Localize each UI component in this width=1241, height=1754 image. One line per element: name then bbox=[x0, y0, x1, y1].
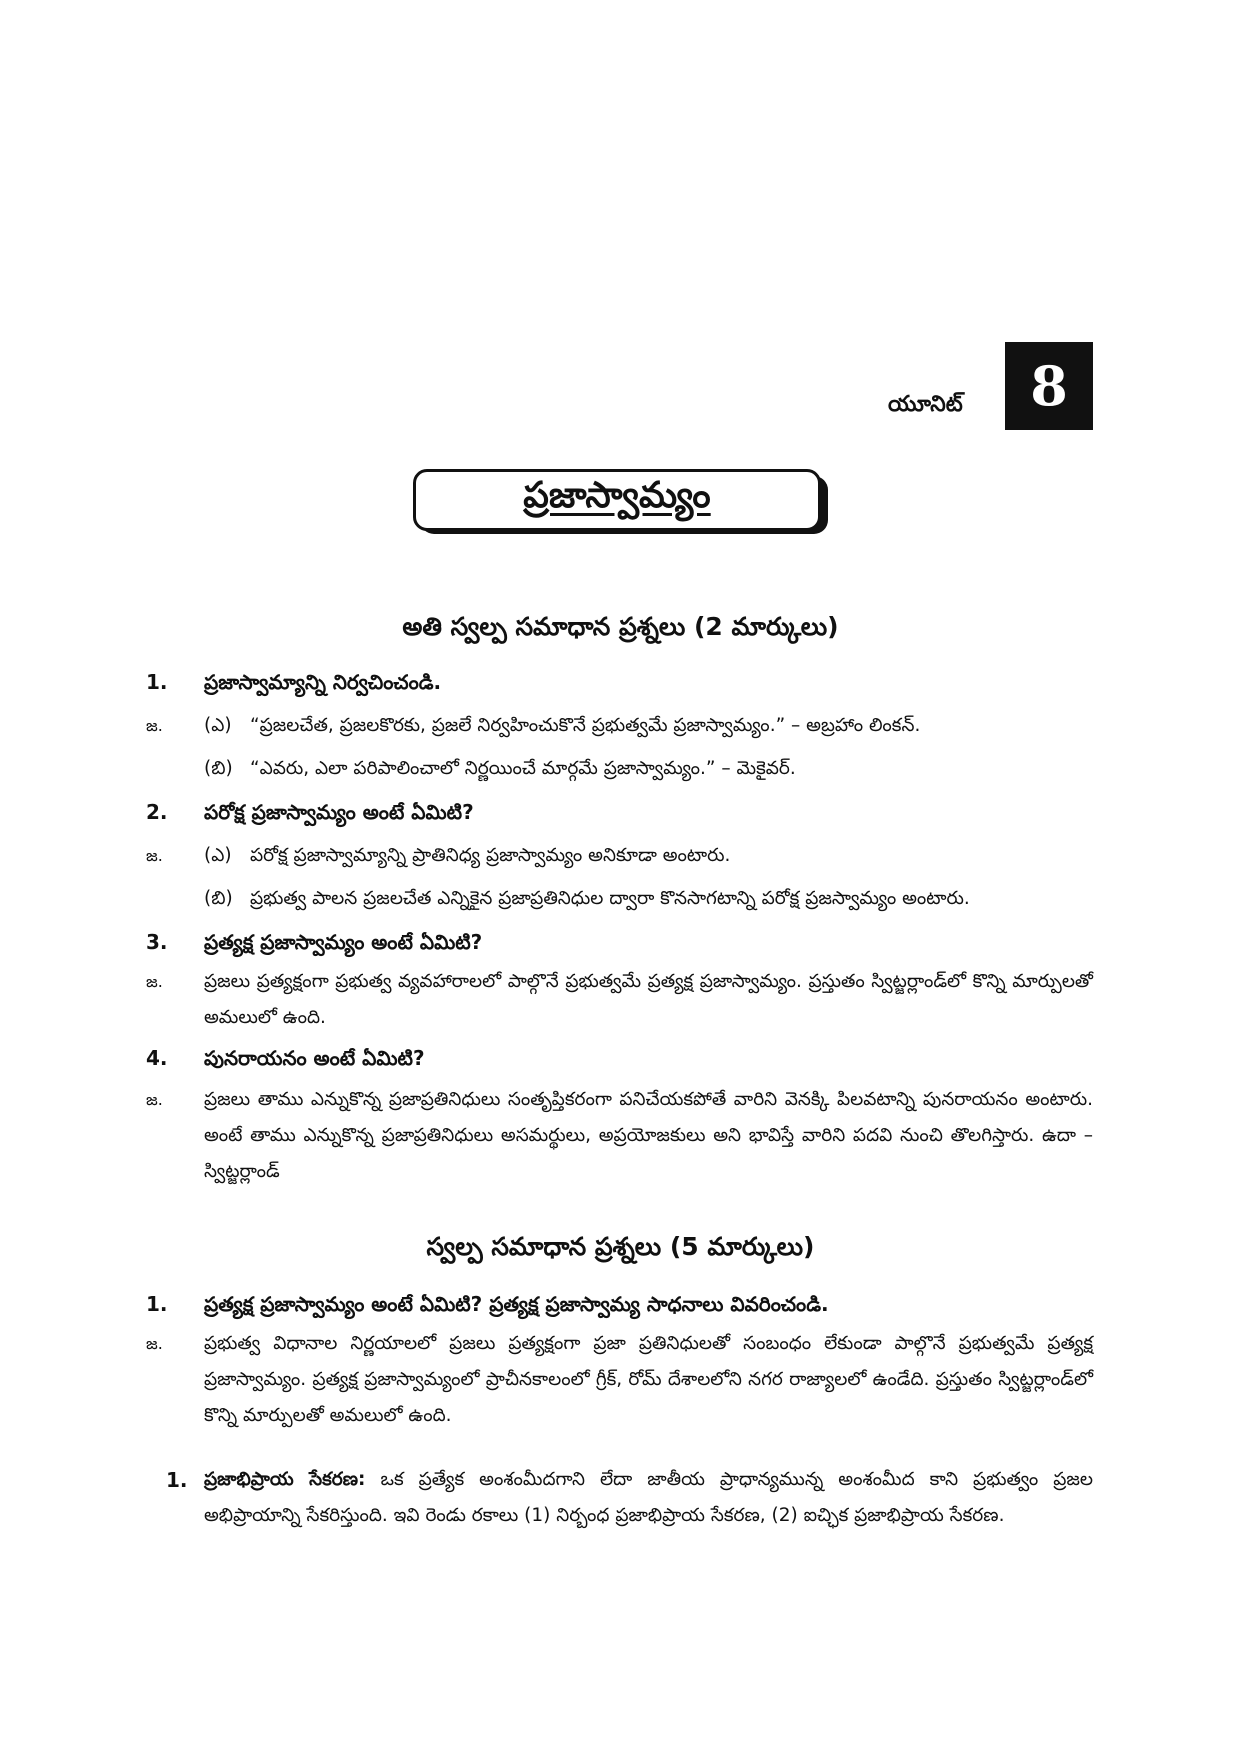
answer-text: ప్రజలు తాము ఎన్నుకొన్న ప్రజాప్రతినిధులు సంతృప్తికరంగా పనిచేయకపోతే వారిని వెనక్కి పిలవటాన్ని పునరాయనం అంటారు. అంటే తాము ఎన్నుకొన్న ప్రజాప్రతినిధులు అసమర్థులు, అప్రయోజకులు అని భావిస్తే వారిని పదవి నుంచి తొలగిస్తారు. ఉదా – స్విట్జర్లాండ్ bbox=[204, 1089, 1093, 1182]
answer-marker: జ. bbox=[146, 846, 163, 865]
unit-number-badge bbox=[1005, 342, 1093, 430]
sub-marker: (ఎ) bbox=[204, 715, 232, 736]
chapter-title: ప్రజాస్వామ్యం bbox=[523, 475, 711, 516]
answer-text: ప్రభుత్వ విధానాల నిర్ణయాలలో ప్రజలు ప్రత్యక్షంగా ప్రజా ప్రతినిధులతో సంబంధం లేకుండా పాల్గొనే ప్రభుత్వమే ప్రత్యక్ష ప్రజాస్వామ్యం. ప్రత్యక్ష ప్రజాస్వామ్యంలో ప్రాచీనకాలంలో గ్రీక్, రోమ్ దేశాలలోని నగర రాజ్యాలలో ఉండేది. ప్రస్తుతం స్విట్జర్లాండ్‌లో కొన్ని మార్పులతో అమలులో ఉంది. bbox=[204, 1333, 1093, 1426]
question-number: 1. bbox=[146, 1292, 168, 1316]
point-body bbox=[204, 1462, 1093, 1534]
question-number: 4. bbox=[146, 1046, 168, 1070]
answer-text: “ఎవరు, ఎలా పరిపాలించాలో నిర్ణయించే మార్గమే ప్రజాస్వామ్యం.” – మెకైవర్. bbox=[250, 758, 796, 779]
answer-5-1 bbox=[146, 1326, 1093, 1434]
answer-2a bbox=[146, 838, 1093, 874]
sub-marker: (బి) bbox=[204, 888, 233, 909]
answer-marker: జ. bbox=[146, 716, 163, 735]
point-number: 1. bbox=[166, 1468, 188, 1492]
answer-4 bbox=[146, 1082, 1093, 1190]
answer-marker: జ. bbox=[146, 1090, 163, 1109]
sub-marker: (బి) bbox=[204, 758, 233, 779]
chapter-title-box bbox=[413, 469, 821, 531]
question-number: 2. bbox=[146, 800, 168, 824]
question-text: పరోక్ష ప్రజాస్వామ్యం అంటే ఏమిటి? bbox=[204, 800, 474, 824]
question-number: 3. bbox=[146, 930, 168, 954]
answer-marker: జ. bbox=[146, 1334, 163, 1353]
answer-2b bbox=[204, 888, 1093, 913]
point-1-referendum bbox=[166, 1462, 1093, 1534]
question-3 bbox=[146, 930, 1093, 959]
answer-1a bbox=[146, 708, 1093, 744]
answer-text: ప్రజలు ప్రత్యక్షంగా ప్రభుత్వ వ్యవహారాలలో పాల్గొనే ప్రభుత్వమే ప్రత్యక్ష ప్రజాస్వామ్యం. ప్రస్తుతం స్విట్జర్లాండ్‌లో కొన్ని మార్పులతో అమలులో ఉంది. bbox=[204, 971, 1093, 1028]
unit-number: 8 bbox=[1030, 354, 1068, 418]
question-text: పునరాయనం అంటే ఏమిటి? bbox=[204, 1046, 425, 1070]
section-heading-very-short: అతి స్వల్ప సమాధాన ప్రశ్నలు (2 మార్కులు) bbox=[402, 612, 839, 641]
question-1 bbox=[146, 670, 1093, 699]
answer-text: “ప్రజలచేత, ప్రజలకొరకు, ప్రజలే నిర్వహించుకొనే ప్రభుత్వమే ప్రజాస్వామ్యం.” – అబ్రహాం లింకన్. bbox=[250, 715, 921, 736]
answer-text: ప్రభుత్వ పాలన ప్రజలచేత ఎన్నికైన ప్రజాప్రతినిధుల ద్వారా కొనసాగటాన్ని పరోక్ష ప్రజస్వామ్యం అంటారు. bbox=[250, 888, 970, 909]
answer-3 bbox=[146, 964, 1093, 1036]
question-text: ప్రజాస్వామ్యాన్ని నిర్వచించండి. bbox=[204, 670, 442, 694]
unit-label: యూనిట్ bbox=[888, 392, 963, 417]
question-text: ప్రత్యక్ష ప్రజాస్వామ్యం అంటే ఏమిటి? ప్రత్యక్ష ప్రజాస్వామ్య సాధనాలు వివరించండి. bbox=[204, 1292, 829, 1316]
sub-marker: (ఎ) bbox=[204, 845, 232, 866]
answer-text: పరోక్ష ప్రజాస్వామ్యాన్ని ప్రాతినిధ్య ప్రజాస్వామ్యం అనికూడా అంటారు. bbox=[250, 845, 731, 866]
question-2 bbox=[146, 800, 1093, 829]
question-4 bbox=[146, 1046, 1093, 1075]
question-5-1 bbox=[146, 1292, 1093, 1321]
point-lead: ప్రజాభిప్రాయ సేకరణ: bbox=[204, 1469, 366, 1490]
question-text: ప్రత్యక్ష ప్రజాస్వామ్యం అంటే ఏమిటి? bbox=[204, 930, 483, 954]
answer-1b bbox=[204, 758, 1093, 783]
point-text: ఒక ప్రత్యేక అంశంమీదగాని లేదా జాతీయ ప్రాధాన్యమున్న అంశంమీద కాని ప్రభుత్వం ప్రజల అభిప్రాయాన్ని సేకరిస్తుంది. ఇవి రెండు రకాలు (1) నిర్బంధ ప్రజాభిప్రాయ సేకరణ, (2) ఐచ్ఛిక ప్రజాభిప్రాయ సేకరణ. bbox=[204, 1469, 1093, 1526]
question-number: 1. bbox=[146, 670, 168, 694]
section-heading-short: స్వల్ప సమాధాన ప్రశ్నలు (5 మార్కులు) bbox=[426, 1232, 815, 1261]
answer-marker: జ. bbox=[146, 972, 163, 991]
